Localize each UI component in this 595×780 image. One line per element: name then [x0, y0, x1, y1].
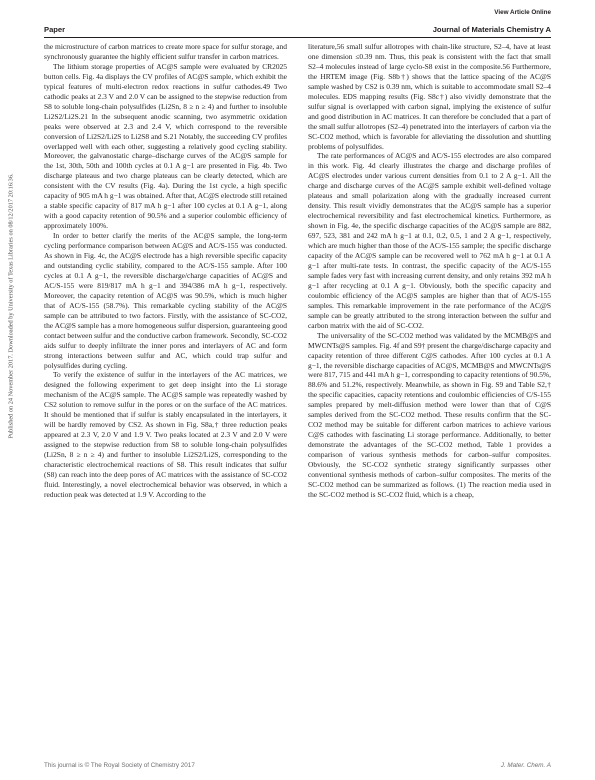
journal-name: Journal of Materials Chemistry A — [432, 25, 551, 34]
left-text-column — [44, 42, 287, 742]
paragraph: the microstructure of carbon matrices to create more space for sulfur storage, and synchronously guarantee the highly efficient sulfur transfer in carbon matrices. — [44, 42, 287, 61]
paragraph: The universality of the SC-CO2 method was validated by the MCMB@S and MWCNTs@S samples. Fig. 4f and S9† present the charge/discharge capacity and capacity retention of three different C@S cathodes. After 100 cycles at 0.1 A g−1, the reversible discharge capacities of AC@S, MCMB@S and MWCNTs@S were 817, 715 and 441 mA h g−1, corresponding to capacity retentions of 90.5%, 88.6% and 51.2%, respectively. Meanwhile, as shown in Fig. S9 and Table S2,† the specific capacities, capacity retentions and coulombic efficiencies of C/S-155 samples prepared by melt-diffusion method were lower than that of C@S samples derived from the SC-CO2 method. These results confirm that the SC-CO2 method may be suitable for different carbon matrices to achieve various C@S cathodes with fascinating Li storage performance. Additionally, to better demonstrate the advantages of the SC-CO2 method, Table 1 provides a comparison of various synthesis methods for carbon–sulfur composites. Obviously, the SC-CO2 synthetic strategy significantly surpasses other conventional synthesis methods of carbon–sulfur composites. The merits of the SC-CO2 method can be summarized as follows. (1) The reaction media used in the SC-CO2 method is SC-CO2 fluid, which is a cheap, — [308, 330, 551, 499]
download-side-note — [6, 46, 16, 566]
section-label: Paper — [44, 25, 66, 34]
paragraph: In order to better clarify the merits of the AC@S sample, the long-term cycling performance comparison between AC@S and AC/S-155 was conducted. As shown in Fig. 4c, the AC@S electrode has a high reversible specific capacity and outstanding cyclic stability, compared to the AC/S-155 sample. After 100 cycles at 0.1 A g−1, the reversible discharge/charge capacities of AC@S and AC/S-155 were 819/817 mA h g−1 and 394/386 mA h g−1, respectively. Moreover, the capacity retention of AC@S was 90.5%, which is much higher that of AC/S-155 (58.7%). This remarkable cycling stability of the AC@S sample can be attributed to two factors. Firstly, with the assistance of SC-CO2, the AC@S sample has a more homogeneous sulfur dispersion, guaranteeing good contact between sulfur and the conductive carbon framework. Secondly, SC-CO2 aids sulfur to deeply infiltrate the inner pores and interlayers of AC and form strong interactions between sulfur and AC, which could trap sulfur and polysulfides during cycling. — [44, 231, 287, 370]
header-rule — [44, 37, 551, 38]
footer-copyright: This journal is © The Royal Society of Chemistry 2017 — [44, 762, 195, 769]
side-note-text: Published on 24 November 2017. Downloaded by University of Texas Libraries on 08/12/2017 20:16:36. — [7, 173, 15, 439]
paragraph: literature,56 small sulfur allotropes with chain-like structure, S2–4, have at least one dimension ≤0.39 nm. Thus, this peak is consistent with the fact that small S2–4 molecules instead of large cyclo-S8 exist in the composite.56 Furthermore, the HRTEM image (Fig. S8b†) shows that the lattice spacing of the AC@S sample washed by CS2 is 0.39 nm, which is suitable to accommodate small S2–4 molecules. EDS mapping results (Fig. S8c†) also vividly demonstrate that the sulfur signal is overlapped with carbon signal, implying the existence of sulfur and good distribution in AC matrices. It can therefore be concluded that a part of the small sulfur allotropes (S2–4) penetrated into the interlayers of carbon via the SC-CO2 method, which is favorable for alleviating the dissolution and shuttling problems of polysulfides. — [308, 42, 551, 151]
paragraph: To verify the existence of sulfur in the interlayers of the AC matrices, we designed the following experiment to get deep insight into the Li storage mechanism of the AC@S sample. The AC@S sample was repeatedly washed by CS2 solution to remove sulfur in the pores or on the surface of the AC matrices. It should be mentioned that if sulfur is stably encapsulated in the interlayers, it will be hardly removed by CS2. As shown in Fig. S8a,† three reduction peaks appeared at 2.3 V, 2.0 V and 1.9 V. Two peaks located at 2.3 V and 2.0 V were assigned to the stepwise reduction from S8 to soluble long-chain polysulfides (Li2Sn, 8 ≥ n ≥ 4) and further to insoluble Li2S2/Li2S, corresponding to the characteristic electrochemical reactions of S8. This result indicates that sulfur (S8) can reach into the deep pores of AC matrices with the assistance of SC-CO2 fluid. Interestingly, a novel electrochemical behavior was observed, in which a reduction peak was detected at 1.9 V. According to the — [44, 370, 287, 499]
paragraph: The lithium storage properties of AC@S sample were evaluated by CR2025 button cells. Fig. 4a displays the CV profiles of AC@S sample, which exhibit the typical features of multi-electron redox reactions in sulfur cathodes.49 Two cathodic peaks at 2.3 V and 2.0 V can be assigned to the stepwise reduction from S8 to soluble long-chain polysulfides (Li2Sn, 8 ≥ n ≥ 4) and further to insoluble Li2S2/Li2S.21 In the subsequent anodic scanning, two asymmetric oxidation peaks were observed at 2.3 and 2.4 V, which correspond to the reversible conversion of Li2S2/Li2S to Li2S8 and S.21 Notably, the succeeding CV profiles overlapped well with each other, suggesting a relatively good cycling stability. Moreover, the galvanostatic charge–discharge curves of the AC@S sample for the 1st, 30th, 50th and 100th cycles at 0.1 A g−1 are presented in Fig. 4b. Two discharge plateaus and two charge plateaus can be clearly detected, which are consistent with the CV results (Fig. 4a). During the 1st cycle, a high specific capacity of 905 mA h g−1 was obtained. After that, AC@S electrode still retained a stable specific capacity of 817 mA h g−1 after 100 cycles at 0.1 A g−1, along with a good capacity retention of 90.5% and a superior coulombic efficiency of approximately 100%. — [44, 61, 287, 231]
paragraph: The rate performances of AC@S and AC/S-155 electrodes are also compared in this work. Fig. 4d clearly illustrates the charge and discharge profiles of AC@S electrodes under various current densities from 0.1 to 2 A g−1. All the charge and discharge curves of the AC@S sample exhibit well-defined voltage plateaus and small polarization along with the gradually increased current density. This result vividly demonstrates that the AC@S sample has a superior electrochemical reversibility and fast electrochemical kinetics. Furthermore, as shown in Fig. 4e, the specific discharge capacities of the AC@S sample are 882, 697, 523, 381 and 242 mA h g−1 at 0.1, 0.2, 0.5, 1 and 2 A g−1, respectively, which are much higher than those of the AC/S-155 sample; the specific discharge capacity of the AC@S sample can be recovered well to 762 mA h g−1 at 0.1 A g−1 after multi-rate tests. In contrast, the specific capacity of the AC/S-155 sample fades very fast with increasing current density, and only retains 392 mA h g−1 after recycling at 0.1 A g−1. Obviously, both the specific capacity and coulombic efficiency of the AC@S samples are higher than that of AC/S-155 samples. This remarkable improvement in the rate performance of the AC@S sample can be greatly attributed to the strong interaction between the sulfur and carbon matrix with the aid of SC-CO2. — [308, 151, 551, 330]
footer-journal-abbrev: J. Mater. Chem. A — [500, 762, 551, 769]
view-article-online-link[interactable]: View Article Online — [494, 9, 551, 16]
right-text-column — [308, 42, 551, 742]
